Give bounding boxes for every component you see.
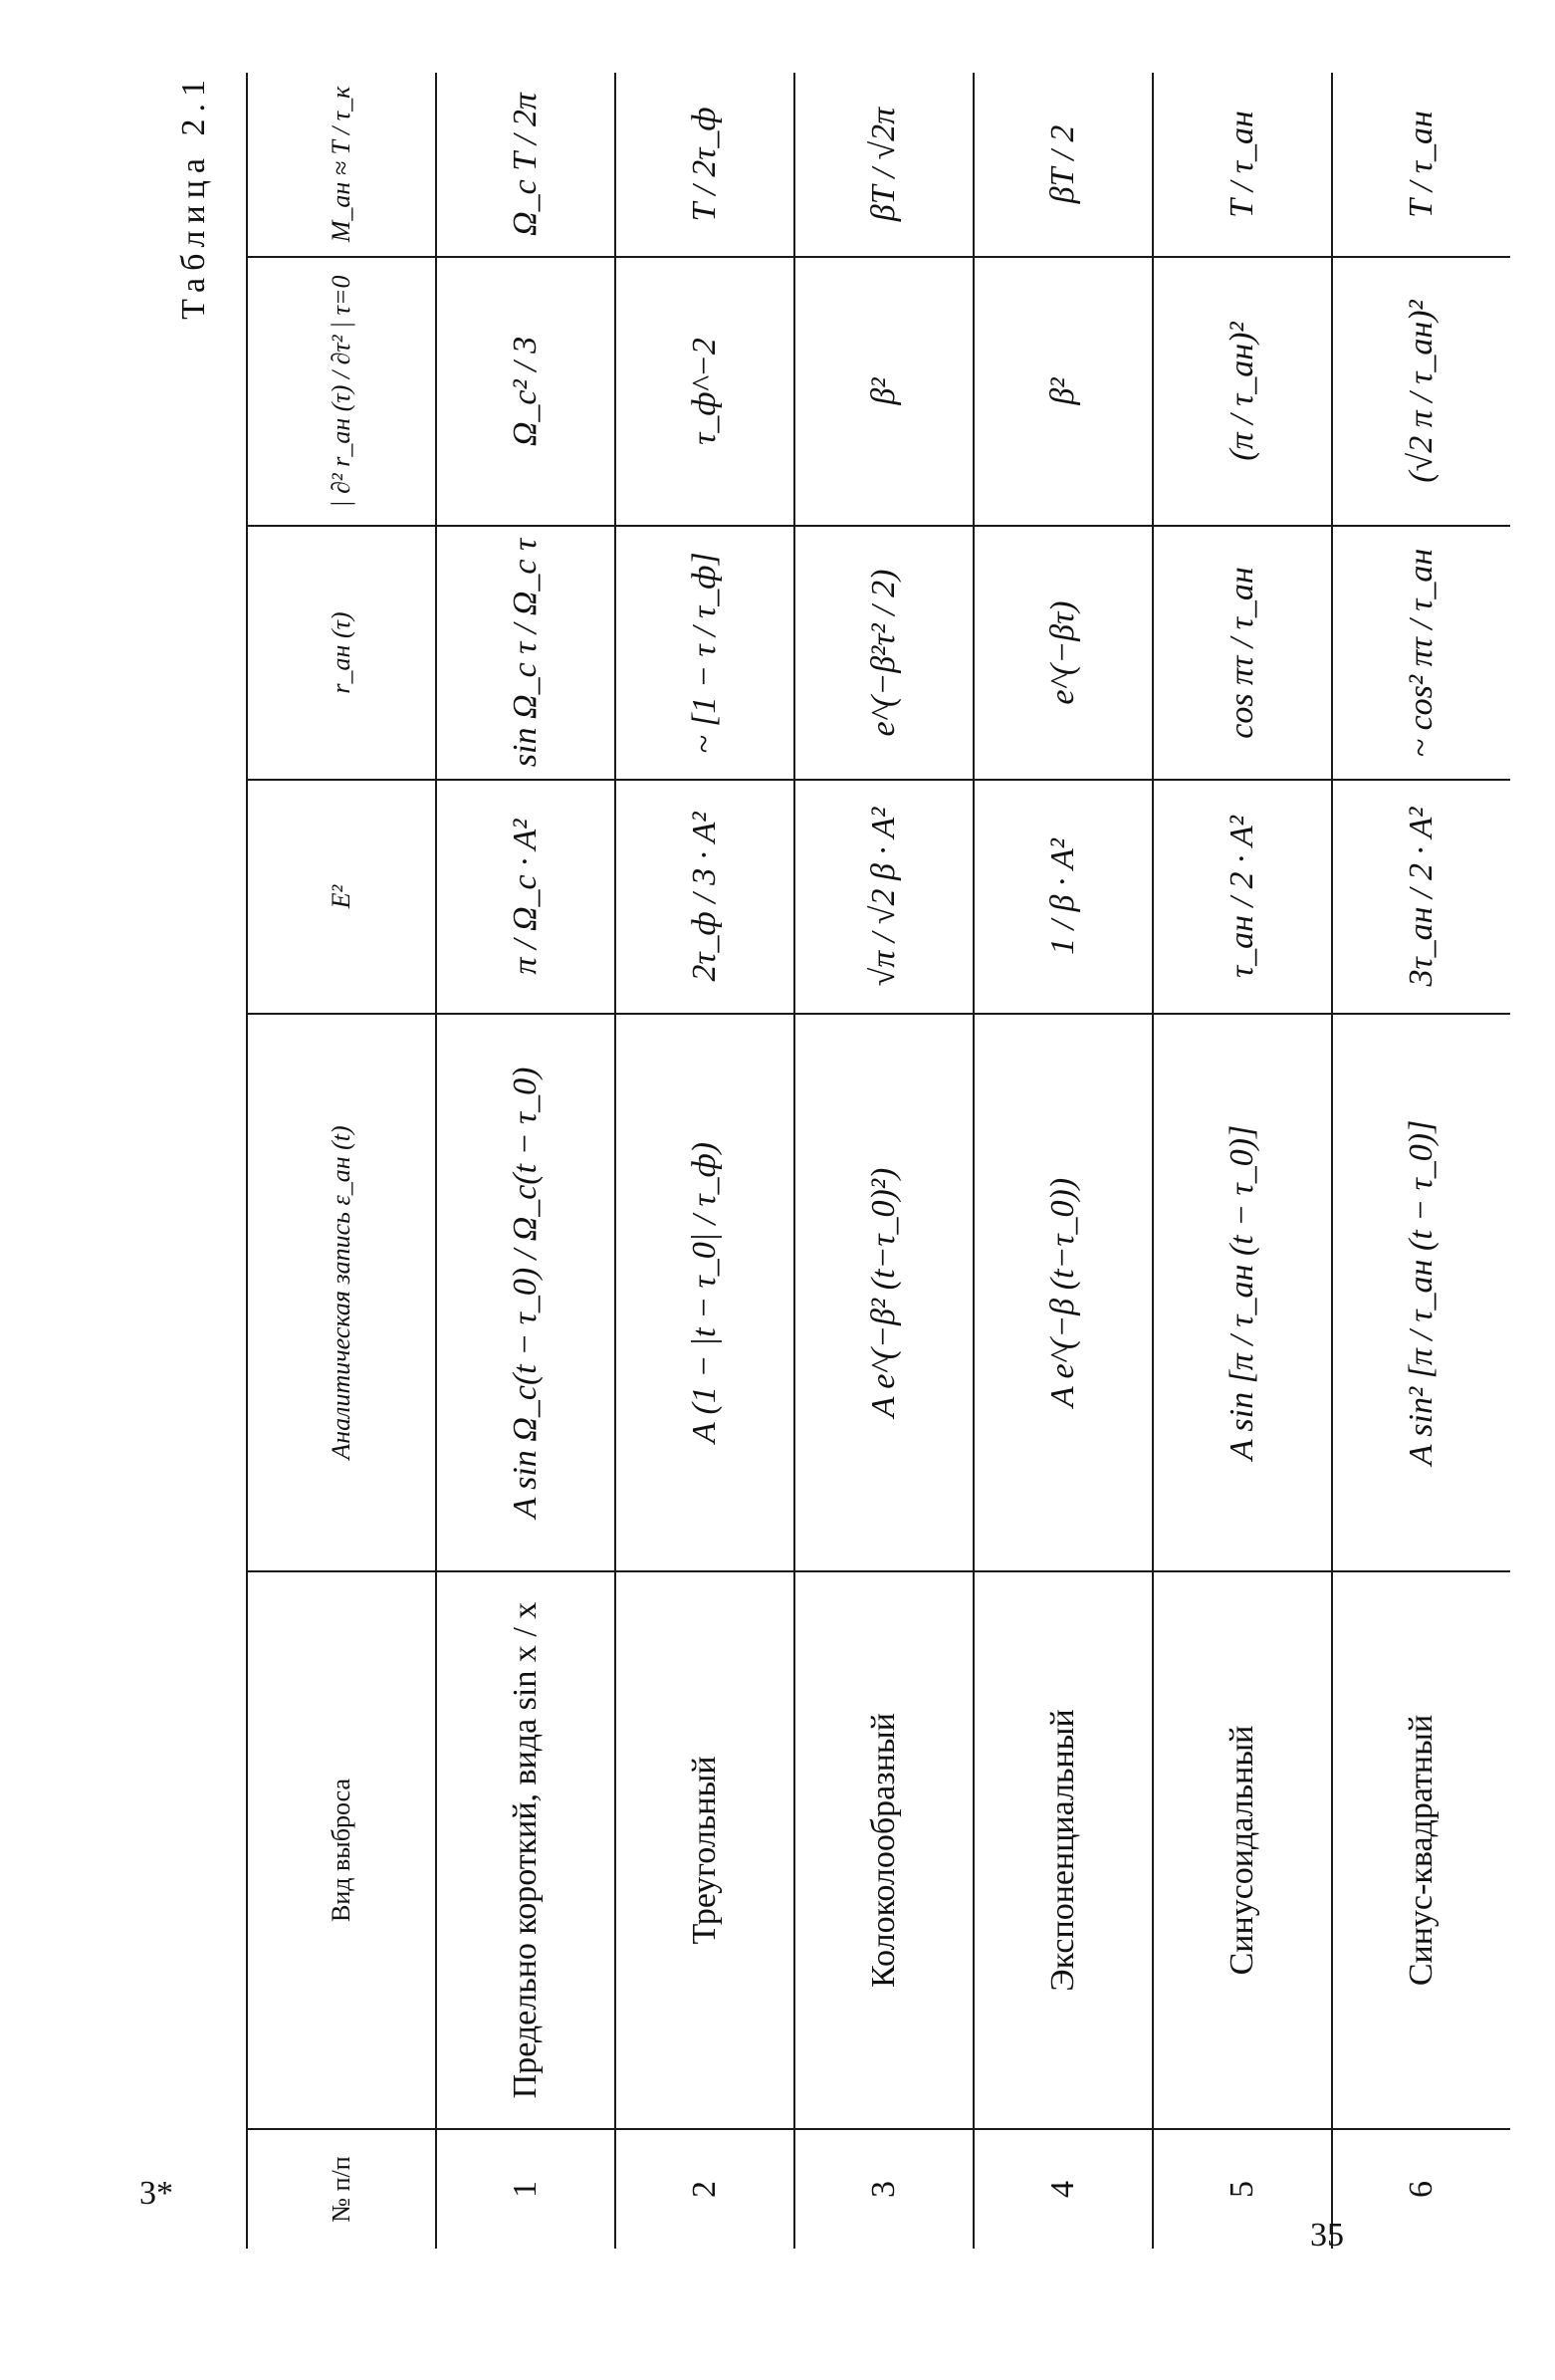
table-row	[1153, 73, 1332, 2249]
cell-correlation: sin Ω_c τ / Ω_c τ	[436, 526, 615, 780]
table-body	[436, 73, 1510, 2249]
cell-m: T / 2τ_ф	[615, 73, 794, 257]
cell-analytic: A sin [π / τ_ан (t − τ_0)]	[1153, 1014, 1332, 1571]
cell-energy: τ_ан / 2 · A²	[1153, 780, 1332, 1014]
cell-second-derivative: Ω_c² / 3	[436, 257, 615, 526]
cell-second-derivative: τ_ф^−2	[615, 257, 794, 526]
cell-second-derivative: β²	[974, 257, 1153, 526]
cell-energy: 2τ_ф / 3 · A²	[615, 780, 794, 1014]
cell-energy: 1 / β · A²	[974, 780, 1153, 1014]
cell-kind: Треугольный	[615, 1571, 794, 2129]
table-row	[974, 73, 1153, 2249]
cell-m: βT / 2	[974, 73, 1153, 257]
cell-number: 2	[615, 2129, 794, 2249]
cell-correlation: ~ cos² πτ / τ_ан	[1332, 526, 1510, 780]
table-row	[794, 73, 974, 2249]
cell-correlation: e^(−β²τ² / 2)	[794, 526, 974, 780]
cell-number: 6	[1403, 2181, 1440, 2198]
header-cell: Аналитическая запись ε_ан (t)	[247, 1014, 436, 1571]
cell-kind: Предельно короткий, вида sin x / x	[436, 1571, 615, 2129]
cell-energy: √π / √2 β · A²	[794, 780, 974, 1014]
pulse-table	[246, 73, 1510, 2249]
cell-second-derivative: β²	[794, 257, 974, 526]
cell-analytic: A e^(−β (t−τ_0))	[974, 1014, 1153, 1571]
cell-second-derivative: (π / τ_ан)²	[1153, 257, 1332, 526]
cell-kind: Экспоненциальный	[974, 1571, 1153, 2129]
cell-energy: 3τ_ан / 2 · A²	[1332, 780, 1510, 1014]
cell-kind: Синусоидальный	[1153, 1571, 1332, 2129]
cell-correlation: cos πτ / τ_ан	[1153, 526, 1332, 780]
cell-number: 1	[436, 2129, 615, 2249]
cell-correlation: e^(−βτ)	[974, 526, 1153, 780]
header-cell: r_ан (τ)	[247, 526, 436, 780]
table-header-row	[247, 73, 436, 2249]
cell-kind: Колоколообразный	[794, 1571, 974, 2129]
cell-analytic: A (1 − |t − τ_0| / τ_ф)	[615, 1014, 794, 1571]
cell-number: 4	[974, 2129, 1153, 2249]
printer-signature: 3*	[139, 2175, 173, 2212]
table-row	[436, 73, 615, 2249]
header-cell: № п/п	[247, 2129, 436, 2249]
cell-analytic: A sin Ω_c(t − τ_0) / Ω_c(t − τ_0)	[436, 1014, 615, 1571]
table-caption: Таблица 2.1	[175, 73, 212, 320]
cell-m: βT / √2π	[794, 73, 974, 257]
cell-m: T / τ_ан	[1332, 73, 1510, 257]
cell-analytic: A e^(−β² (t−τ_0)²)	[794, 1014, 974, 1571]
cell-second-derivative: (√2 π / τ_ан)²	[1332, 257, 1510, 526]
cell-correlation: ~ [1 − τ / τ_ф]	[615, 526, 794, 780]
page-number: 35	[1310, 2217, 1344, 2254]
cell-analytic: A sin² [π / τ_ан (t − τ_0)]	[1332, 1014, 1510, 1571]
table-row	[1332, 73, 1510, 2249]
cell-m: Ω_c T / 2π	[436, 73, 615, 257]
header-cell: M_ан ≈ T / τ_к	[247, 73, 436, 257]
cell-energy: π / Ω_c · A²	[436, 780, 615, 1014]
cell-kind: Синус-квадратный	[1332, 1571, 1510, 2129]
header-cell: | ∂² r_ан (τ) / ∂τ² | τ=0	[247, 257, 436, 526]
table-row	[615, 73, 794, 2249]
cell-number: 3	[794, 2129, 974, 2249]
header-cell: E²	[247, 780, 436, 1014]
cell-number: 5	[1153, 2129, 1332, 2249]
header-cell: Вид выброса	[247, 1571, 436, 2129]
cell-m: T / τ_ан	[1153, 73, 1332, 257]
rotated-table-block	[164, 73, 1441, 2249]
